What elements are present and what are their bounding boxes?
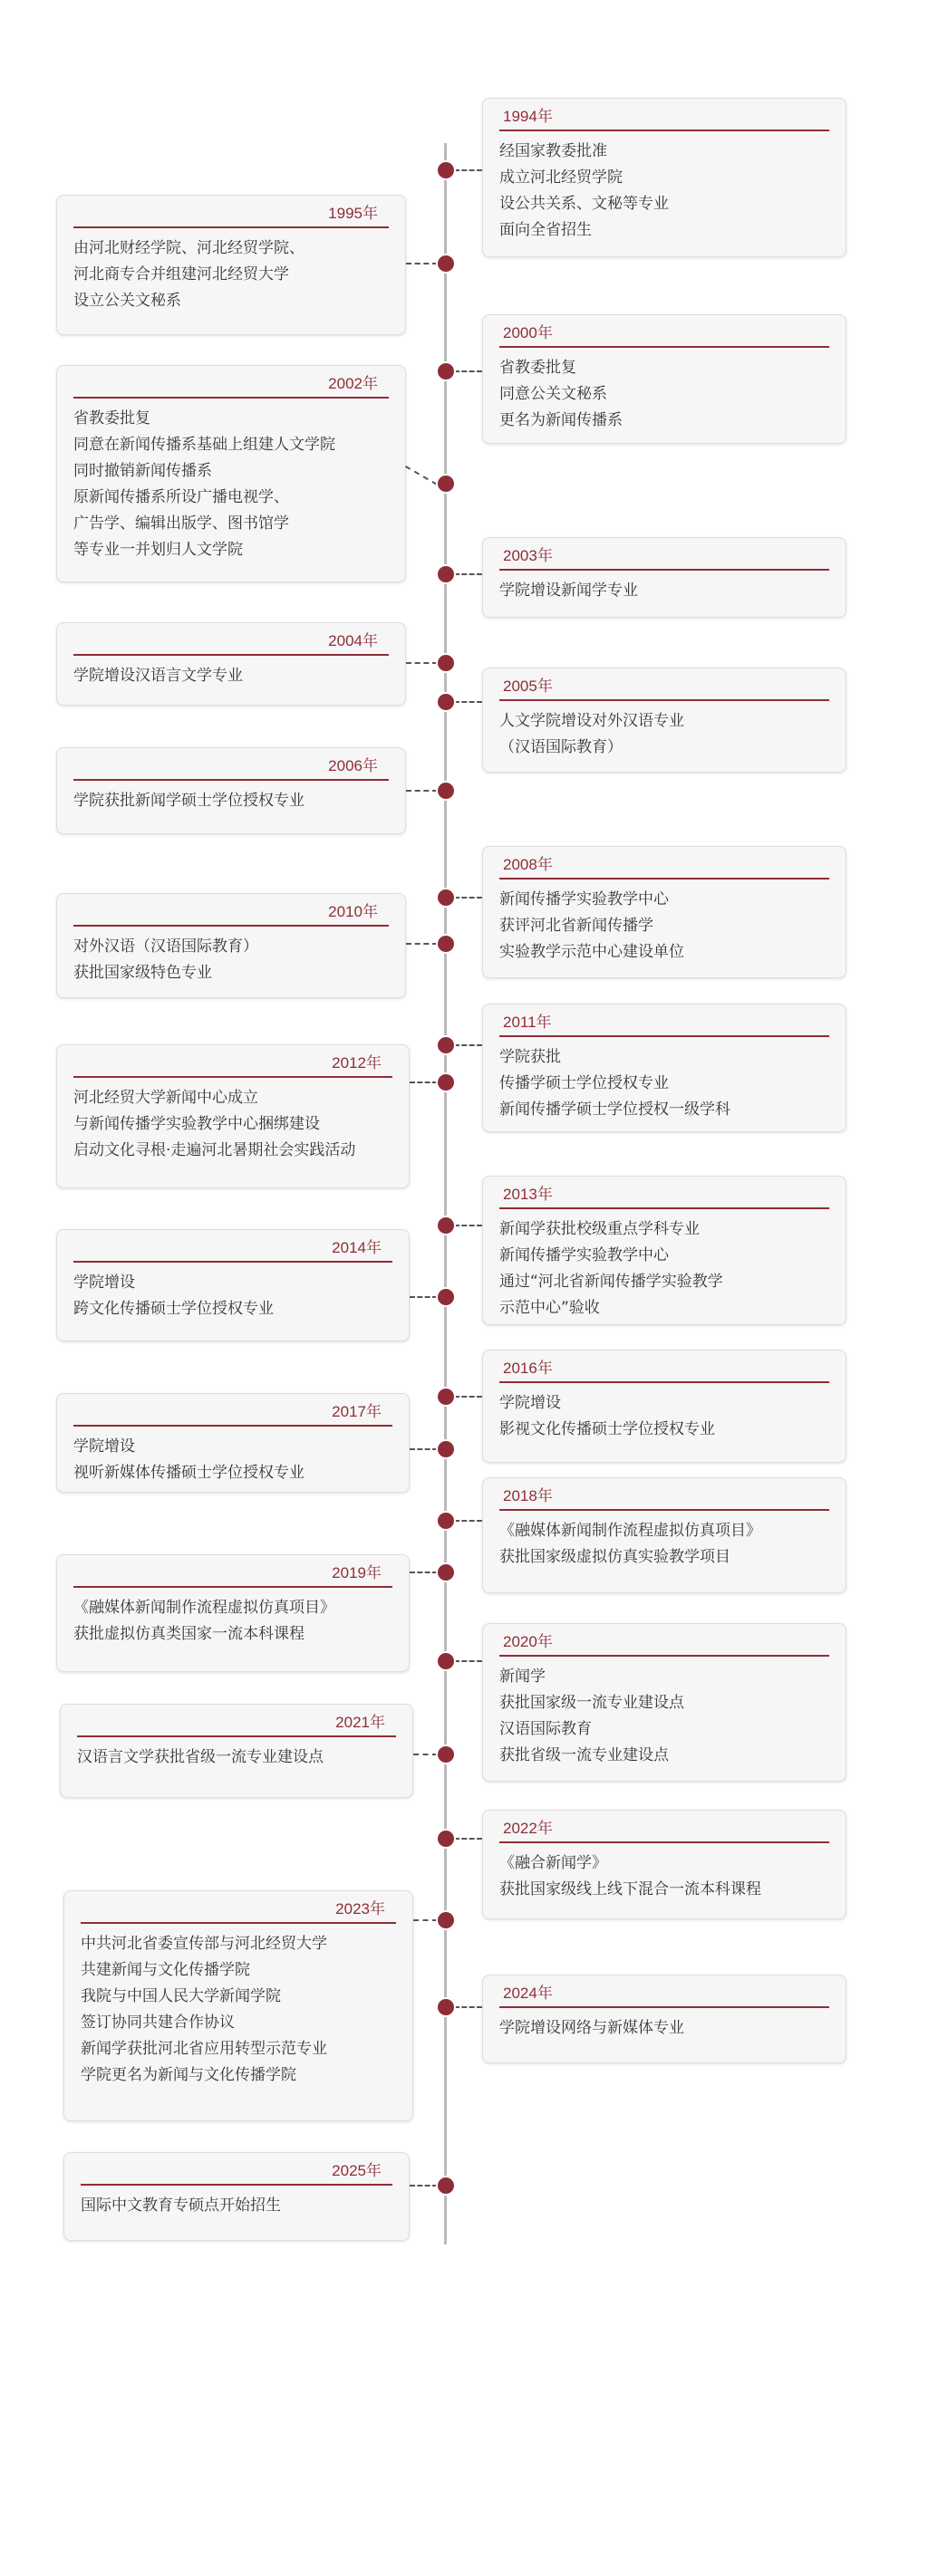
milestone-line: 学院更名为新闻与文化传播学院 (81, 2066, 296, 2084)
milestone-year: 2012年 (332, 1054, 382, 1072)
milestone-card-1 (56, 195, 406, 335)
timeline-dot (438, 1037, 454, 1053)
milestone-line: 与新闻传播学实验教学中心捆绑建设 (73, 1115, 320, 1133)
milestone-line: 签订协同共建合作协议 (81, 2014, 235, 2032)
year-underline (499, 1381, 829, 1383)
milestone-year: 2022年 (503, 1820, 553, 1837)
milestone-year: 2016年 (503, 1360, 553, 1377)
milestone-card-8 (482, 846, 846, 978)
milestone-connector (410, 1572, 438, 1573)
timeline-dot (438, 1289, 454, 1305)
milestone-connector (410, 1296, 438, 1298)
milestone-card-6 (482, 668, 846, 773)
milestone-text (73, 1434, 392, 1486)
milestone-connector (413, 1919, 438, 1921)
milestone-line: 人文学院增设对外汉语专业 (499, 712, 684, 730)
milestone-year: 2014年 (332, 1239, 382, 1256)
milestone-line: 学院获批 (499, 1048, 561, 1066)
year-underline (73, 1586, 392, 1588)
milestone-text (499, 139, 829, 244)
milestone-connector (454, 1838, 483, 1840)
milestone-card-17 (56, 1554, 410, 1672)
milestone-year: 2018年 (503, 1487, 553, 1504)
milestone-line: 中共河北省委宣传部与河北经贸大学 (81, 1935, 327, 1953)
milestone-card-12 (482, 1176, 846, 1325)
milestone-text (499, 1850, 829, 1903)
milestone-connector (406, 263, 438, 264)
milestone-card-4 (482, 537, 846, 618)
milestone-line: 同时撤销新闻传播系 (73, 462, 212, 480)
timeline-dot (438, 1912, 454, 1928)
timeline-dot (438, 1074, 454, 1091)
milestone-card-7 (56, 747, 406, 834)
year-underline (499, 1509, 829, 1511)
milestone-text (73, 235, 389, 314)
milestone-year: 2004年 (328, 632, 378, 649)
milestone-year: 2023年 (335, 1900, 385, 1918)
milestone-line: 等专业一并划归人文学院 (73, 541, 243, 559)
milestone-text (499, 1390, 829, 1443)
milestone-connector (454, 701, 483, 703)
milestone-line: 更名为新闻传播系 (499, 411, 623, 429)
milestone-line: 学院增设汉语言文学专业 (73, 667, 243, 685)
milestone-line: 学院增设 (73, 1274, 135, 1292)
milestone-year: 1995年 (328, 205, 378, 222)
milestone-line: 国际中文教育专硕点开始招生 (81, 2196, 281, 2215)
year-underline (73, 925, 389, 927)
timeline-dot (438, 255, 454, 272)
milestone-line: 共建新闻与文化传播学院 (81, 1961, 250, 1979)
milestone-line: 示范中心”验收 (499, 1299, 600, 1317)
milestone-year: 2017年 (332, 1403, 382, 1420)
timeline-dot (438, 476, 454, 492)
milestone-connector (406, 662, 438, 664)
milestone-year: 2008年 (503, 856, 553, 873)
milestone-card-10 (482, 1004, 846, 1132)
milestone-year: 2024年 (503, 1985, 553, 2002)
year-underline (81, 1922, 396, 1924)
milestone-line: 新闻学获批河北省应用转型示范专业 (81, 2040, 327, 2058)
milestone-line: 同意在新闻传播系基础上组建人文学院 (73, 436, 335, 454)
milestone-text (73, 406, 389, 563)
milestone-text (73, 663, 389, 689)
milestone-line: 视听新媒体传播硕士学位授权专业 (73, 1464, 304, 1482)
milestone-line: 启动文化寻根·走遍河北暑期社会实践活动 (73, 1141, 356, 1159)
milestone-card-0 (482, 98, 846, 257)
milestone-card-2 (482, 314, 846, 444)
milestone-connector (454, 1044, 483, 1046)
year-underline (499, 2006, 829, 2008)
milestone-text (499, 578, 829, 604)
milestone-connector (454, 1396, 483, 1398)
milestone-line: 《融合新闻学》 (499, 1854, 607, 1872)
milestone-text (499, 1044, 829, 1123)
milestone-line: 影视文化传播硕士学位授权专业 (499, 1420, 715, 1438)
year-underline (77, 1735, 396, 1737)
milestone-line: 获批省级一流专业建设点 (499, 1746, 669, 1764)
timeline-dot (438, 889, 454, 906)
timeline-dot (438, 162, 454, 178)
year-underline (73, 1076, 392, 1078)
milestone-line: 获批虚拟仿真类国家一流本科课程 (73, 1625, 304, 1643)
milestone-line: 传播学硕士学位授权专业 (499, 1074, 669, 1092)
milestone-year: 2020年 (503, 1633, 553, 1650)
milestone-line: 学院获批新闻学硕士学位授权专业 (73, 792, 304, 810)
milestone-text (499, 2015, 829, 2042)
milestone-line: 《融媒体新闻制作流程虚拟仿真项目》 (73, 1599, 335, 1617)
year-underline (499, 346, 829, 348)
year-underline (73, 654, 389, 656)
timeline-dot (438, 694, 454, 710)
milestone-connector (454, 370, 483, 372)
milestone-card-13 (56, 1229, 410, 1341)
timeline-dot (438, 1653, 454, 1669)
milestone-text (73, 1270, 392, 1322)
milestone-year: 2011年 (503, 1014, 552, 1031)
milestone-text (81, 1931, 396, 2089)
milestone-connector (410, 2185, 438, 2187)
milestone-line: 《融媒体新闻制作流程虚拟仿真项目》 (499, 1522, 761, 1540)
milestone-line: 跨文化传播硕士学位授权专业 (73, 1300, 274, 1318)
milestone-line: 获批国家级线上线下混合一流本科课程 (499, 1880, 761, 1898)
milestone-card-21 (63, 1890, 413, 2121)
milestone-text (499, 1216, 829, 1322)
milestone-line: 河北商专合并组建河北经贸大学 (73, 265, 289, 284)
milestone-card-15 (56, 1393, 410, 1493)
milestone-line: 新闻学获批校级重点学科专业 (499, 1220, 700, 1238)
year-underline (73, 397, 389, 399)
milestone-line: 省教委批复 (73, 409, 150, 428)
milestone-line: 学院增设网络与新媒体专业 (499, 2019, 684, 2037)
milestone-line: 省教委批复 (499, 359, 576, 377)
milestone-text (81, 2193, 392, 2219)
milestone-card-11 (56, 1044, 410, 1188)
year-underline (73, 1261, 392, 1263)
milestone-connector (454, 1520, 483, 1522)
milestone-card-9 (56, 893, 406, 998)
year-underline (81, 2184, 392, 2186)
timeline-dot (438, 1389, 454, 1405)
timeline-dot (438, 1217, 454, 1234)
milestone-text (499, 1664, 829, 1769)
timeline-dot (438, 1513, 454, 1529)
milestone-line: 广告学、编辑出版学、图书馆学 (73, 514, 289, 533)
milestone-line: 对外汉语（汉语国际教育） (73, 937, 258, 956)
milestone-connector (410, 1448, 438, 1450)
milestone-connector (454, 1660, 483, 1662)
year-underline (499, 1207, 829, 1209)
milestone-year: 2019年 (332, 1564, 382, 1581)
year-underline (499, 1655, 829, 1657)
timeline-dot (438, 1831, 454, 1847)
milestone-year: 2005年 (503, 678, 553, 695)
milestone-year: 2010年 (328, 903, 378, 920)
milestone-line: 面向全省招生 (499, 221, 592, 239)
year-underline (499, 699, 829, 701)
milestone-line: （汉语国际教育） (499, 738, 623, 756)
milestone-card-3 (56, 365, 406, 582)
year-underline (499, 1035, 829, 1037)
milestone-year: 2003年 (503, 547, 553, 564)
timeline-dot (438, 363, 454, 380)
milestone-text (499, 887, 829, 966)
milestone-line: 新闻学 (499, 1668, 546, 1686)
milestone-line: 新闻传播学硕士学位授权一级学科 (499, 1101, 730, 1119)
milestone-year: 2000年 (503, 324, 553, 341)
timeline-dot (438, 1441, 454, 1457)
milestone-text (499, 355, 829, 434)
milestone-card-20 (482, 1810, 846, 1919)
milestone-line: 我院与中国人民大学新闻学院 (81, 1987, 281, 2005)
milestone-connector (406, 790, 438, 792)
year-underline (73, 1425, 392, 1427)
milestone-connector (454, 1225, 483, 1226)
milestone-card-23 (63, 2152, 410, 2241)
milestone-line: 经国家教委批准 (499, 142, 607, 160)
milestone-year: 1994年 (503, 108, 553, 125)
milestone-line: 实验教学示范中心建设单位 (499, 943, 684, 961)
milestone-text (73, 934, 389, 986)
year-underline (499, 878, 829, 879)
timeline-axis (444, 143, 447, 2244)
milestone-line: 由河北财经学院、河北经贸学院、 (73, 239, 304, 257)
milestone-year: 2013年 (503, 1186, 553, 1203)
milestone-line: 通过“河北省新闻传播学实验教学 (499, 1273, 723, 1291)
milestone-text (73, 1085, 392, 1164)
milestone-line: 成立河北经贸学院 (499, 168, 623, 187)
milestone-connector (454, 2006, 483, 2008)
timeline-dot (438, 1564, 454, 1581)
milestone-connector (454, 897, 483, 899)
milestone-text (73, 788, 389, 814)
timeline-dot (438, 566, 454, 582)
milestone-card-14 (482, 1350, 846, 1463)
milestone-line: 河北经贸大学新闻中心成立 (73, 1089, 258, 1107)
milestone-year: 2006年 (328, 757, 378, 774)
timeline-dot (438, 783, 454, 799)
milestone-card-5 (56, 622, 406, 706)
milestone-line: 学院增设新闻学专业 (499, 582, 638, 600)
milestone-line: 学院增设 (499, 1394, 561, 1412)
milestone-connector (406, 943, 438, 945)
timeline-dot (438, 2177, 454, 2194)
year-underline (499, 569, 829, 571)
milestone-line: 新闻传播学实验教学中心 (499, 1246, 669, 1264)
milestone-line: 新闻传播学实验教学中心 (499, 890, 669, 908)
year-underline (73, 226, 389, 228)
timeline-dot (438, 1746, 454, 1763)
milestone-text (73, 1595, 392, 1648)
milestone-year: 2025年 (332, 2162, 382, 2179)
milestone-card-19 (60, 1704, 413, 1798)
milestone-line: 学院增设 (73, 1437, 135, 1456)
milestone-text (499, 1518, 829, 1571)
milestone-connector (413, 1754, 438, 1755)
year-underline (499, 130, 829, 131)
year-underline (73, 779, 389, 781)
milestone-connector (454, 169, 483, 171)
milestone-card-16 (482, 1477, 846, 1593)
year-underline (499, 1841, 829, 1843)
milestone-year: 2021年 (335, 1714, 385, 1731)
milestone-text (499, 708, 829, 761)
milestone-card-18 (482, 1623, 846, 1782)
milestone-line: 汉语言文学获批省级一流专业建设点 (77, 1748, 324, 1766)
milestone-line: 获批国家级特色专业 (73, 964, 212, 982)
milestone-connector (454, 573, 483, 575)
milestone-line: 原新闻传播系所设广播电视学、 (73, 488, 289, 506)
timeline-dot (438, 936, 454, 952)
milestone-connector (410, 1081, 438, 1083)
timeline-dot (438, 655, 454, 671)
milestone-line: 设公共关系、文秘等专业 (499, 195, 669, 213)
milestone-line: 汉语国际教育 (499, 1720, 592, 1738)
milestone-line: 同意公关文秘系 (499, 385, 607, 403)
milestone-connector (405, 466, 438, 485)
milestone-line: 获批国家级虚拟仿真实验教学项目 (499, 1548, 730, 1566)
milestone-year: 2002年 (328, 375, 378, 392)
milestone-line: 获评河北省新闻传播学 (499, 917, 653, 935)
milestone-card-22 (482, 1975, 846, 2063)
milestone-text (77, 1745, 396, 1771)
milestone-line: 设立公关文秘系 (73, 292, 181, 310)
milestone-line: 获批国家级一流专业建设点 (499, 1694, 684, 1712)
timeline-dot (438, 1999, 454, 2015)
